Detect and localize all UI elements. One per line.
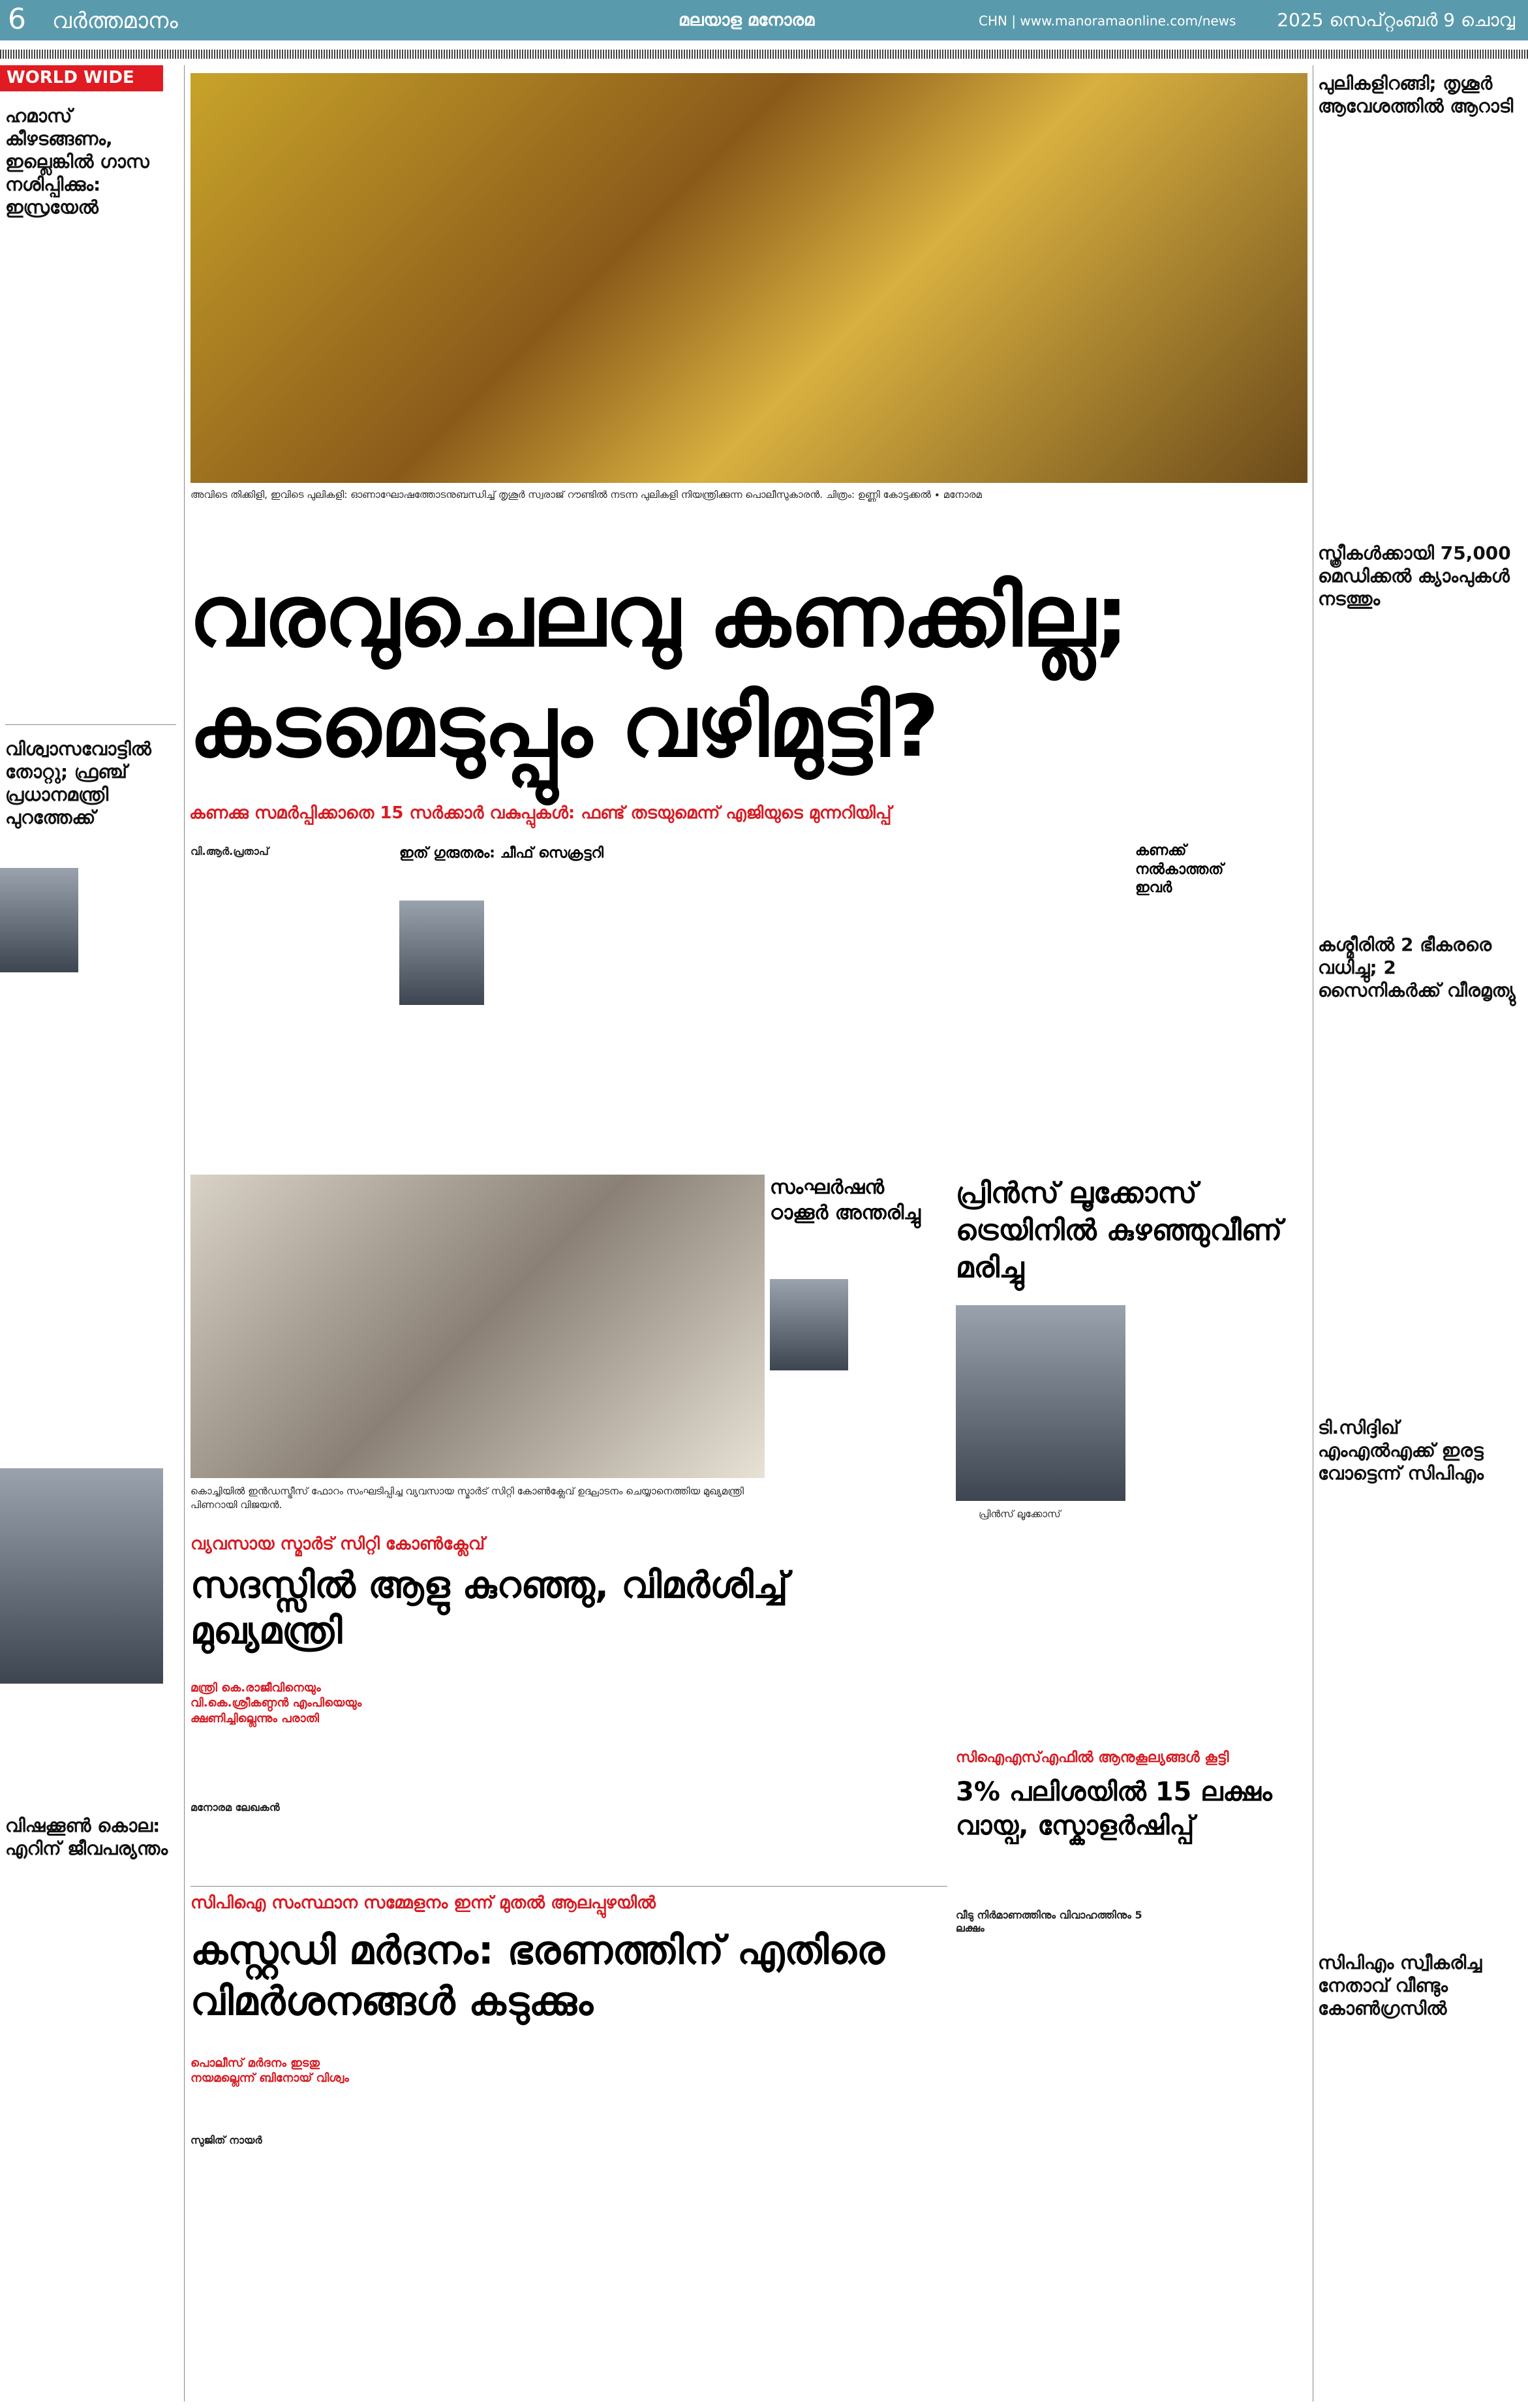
prince-caption: പ്രിൻസ് ലൂക്കോസ് [979,1508,1061,1520]
prince-headline: പ്രിൻസ് ലൂക്കോസ് ട്രെയിനിൽ കുഴഞ്ഞുവീണ് മരിച്ചു [956,1177,1283,1285]
chief-secretary-photo [399,901,484,1005]
conclave-sub: മന്ത്രി കെ.രാജീവിനെയും വി.കെ.ശ്രീകണ്ഠൻ എംപിയെയും ക്ഷണിച്ചില്ലെന്നും പരാതി [191,1681,362,1725]
cisf-headline: 3% പലിശയിൽ 15 ലക്ഷം വായ്പ, സ്കോളർഷിപ്പ് [956,1777,1272,1841]
erin-photo [0,1468,163,1684]
edition-url: CHN | www.manoramaonline.com/news [979,13,1236,29]
cpi-headline: കസ്റ്റഡി മർദനം: ഭരണത്തിന് എതിരെ വിമർശനങ്ങൾ കടുക്കും [191,1928,885,2024]
section-title: വർത്തമാനം [52,8,178,34]
issue-date: 2025 സെപ്റ്റംബർ 9 ചൊവ്വ [1277,9,1515,31]
left-story2-headline: വിശ്വാസവോട്ടിൽ തോറ്റു; ഫ്രഞ്ച് പ്രധാനമന്ത്രി പുറത്തേക്ക് [5,738,151,828]
pulikali-photo [191,73,1307,483]
lead-kicker: കണക്കു സമർപ്പിക്കാതെ 15 സർക്കാർ വകുപ്പുകൾ: ഫണ്ട് തടയുമെന്ന് എജിയുടെ മുന്നറിയിപ്പ് [189,803,892,823]
newspaper-logo: മലയാള മനോരമ [679,10,815,30]
right-story5-headline: സിപിഎം സ്വീകരിച്ച നേതാവ് വീണ്ടും കോൺഗ്രസിൽ [1318,1952,1482,2019]
left-story1-headline: ഹമാസ് കീഴടങ്ങണം, ഇല്ലെങ്കിൽ ഗാസ നശിപ്പിക്കും: ഇസ്രയേൽ [5,105,149,218]
obit-headline: സംഘർഷൻ ഠാക്കൂർ അന്തരിച്ചു [770,1176,921,1224]
divider [191,1886,947,1887]
right-story4-headline: ടി.സിദ്ദിഖ് എംഎൽഎക്ക് ഇരട്ട വോട്ടെന്ന് സിപിഎം [1318,1417,1484,1484]
conclave-photo [191,1175,765,1478]
lead-headline-line2: കടമെടുപ്പും വഴിമുട്ടി? [189,677,940,776]
masthead-rule [0,50,1528,59]
conclave-kicker: വ്യവസായ സ്മാർട് സിറ്റി കോൺക്ലേവ് [191,1534,485,1554]
conclave-caption: കൊച്ചിയിൽ ഇൻഡസ്ട്രീസ് ഫോറം സംഘടിപ്പിച്ച വ്യവസായ സ്മാർട് സിറ്റി കോൺക്ലേവ് ഉദ്ഘാടനം ചെയ്യാനെത്തിയ മുഖ്യമന്ത്രി പിണറായി വിജയൻ. [191,1485,744,1511]
right-story2-headline: സ്ത്രീകൾക്കായി 75,000 മെഡിക്കൽ ക്യാംപുകൾ നടത്തും [1318,542,1511,610]
cpi-sub: പൊലീസ് മർദനം ഇടതു നയമല്ലെന്ന് ബിനോയ് വിശ്വം [191,2056,349,2086]
left-story3-headline: വിഷക്കൂൺ കൊല: എറിന് ജീവപര്യന്തം [5,1815,168,1859]
french-pm-photo [0,868,78,972]
cpi-byline: സുജിത് നായർ [191,2134,262,2146]
conclave-byline: മനോരമ ലേഖകൻ [191,1801,280,1814]
lead-byline: വി.ആർ.പ്രതാപ് [191,845,269,857]
cisf-kicker: സിഐഎസ്എഫിൽ ആനുകൂല്യങ്ങൾ കൂട്ടി [956,1750,1229,1766]
photo-caption: അവിടെ തിക്കിളി, ഇവിടെ പുലികളി: ഓണാഘോഷത്തോടനുബന്ധിച്ച് തൃശൂർ സ്വരാജ് റൗണ്ടിൽ നടന്ന പുലികളി നിയന്ത്രിക്കുന്ന പൊലീസുകാരൻ. ചിത്രം: ഉണ്ണി കോട്ടക്കൽ ∙ മനോരമ [191,489,982,501]
divider [5,724,176,725]
page-number: 6 [8,3,26,36]
cisf-sub: വീടു നിർമാണത്തിനും വിവാഹത്തിനും 5 ലക്ഷം [956,1909,1142,1934]
divider [184,65,185,2401]
world-wide-badge: WORLD WIDE [0,65,163,91]
lead-headline [189,561,1298,782]
edition-code: CHN [979,13,1007,29]
site-url[interactable]: www.manoramaonline.com/news [1020,13,1236,29]
right-story3-headline: കശ്മീരിൽ 2 ഭീകരരെ വധിച്ചു; 2 സൈനികർക്ക് വീരമൃത്യു [1318,934,1516,1001]
right-story1-headline: പുലികളിറങ്ങി; തൃശൂർ ആവേശത്തിൽ ആറാടി [1318,72,1514,117]
prince-photo [956,1305,1125,1501]
cpi-kicker: സിപിഐ സംസ്ഥാന സമ്മേളനം ഇന്ന് മുതൽ ആലപ്പുഴയിൽ [191,1893,656,1913]
lead-headline-line1: വരവുചെലവു കണക്കില്ല; [189,566,1129,666]
conclave-headline: സദസ്സിൽ ആളു കുറഞ്ഞു, വിമർശിച്ച് മുഖ്യമന്ത്രി [191,1564,788,1652]
lead-box-headline: ഇത് ഗുരുതരം: ചീഫ് സെക്രട്ടറി [399,845,604,861]
masthead [0,0,1528,40]
obit-photo [770,1279,848,1370]
lead-side-headline: കണക്ക് നൽകാത്തത് ഇവർ [1135,842,1224,897]
